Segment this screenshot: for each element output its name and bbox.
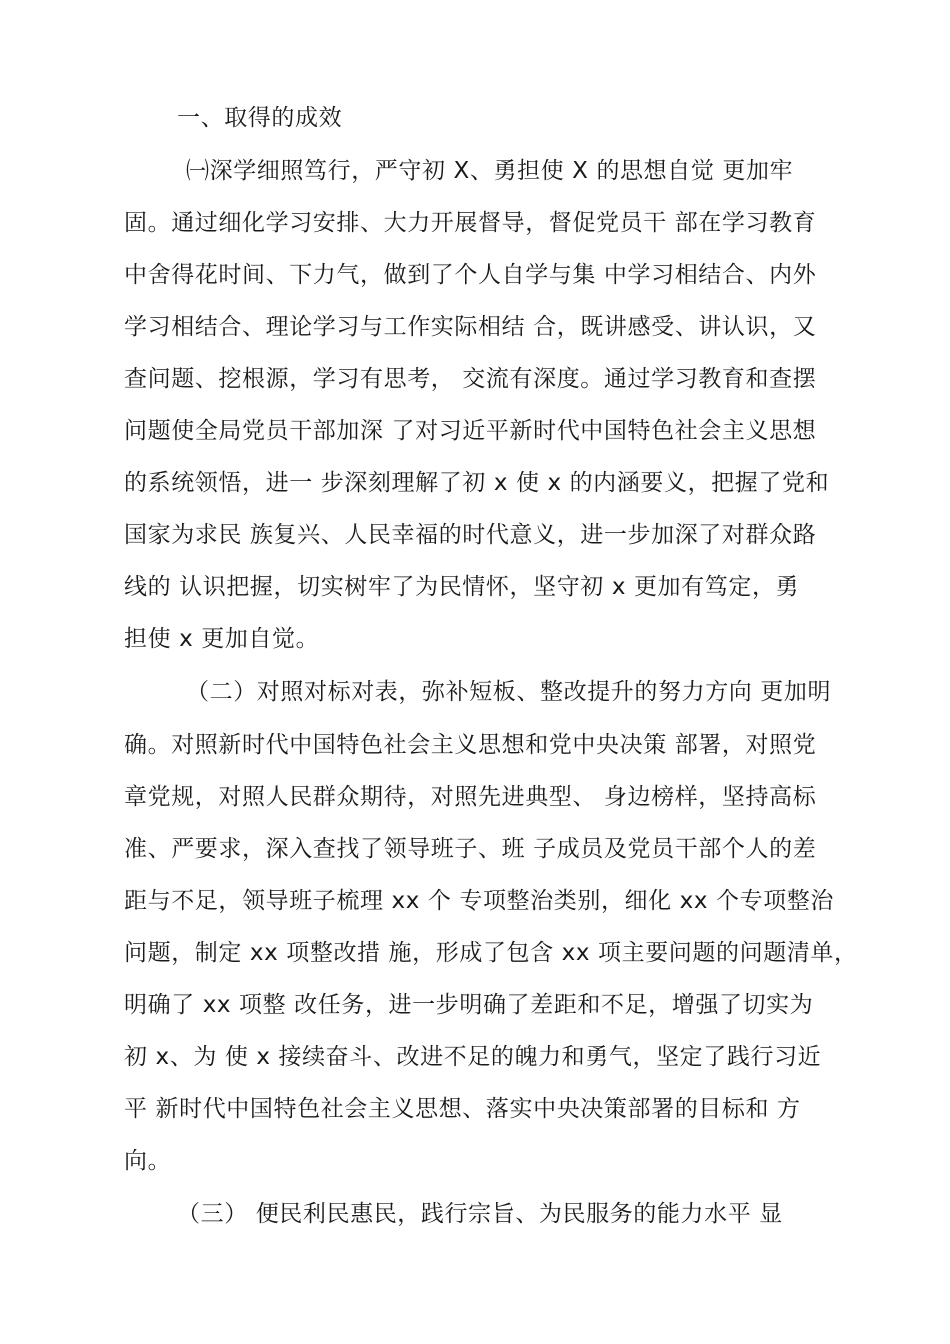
paragraph-2-line-2: 确。对照新时代中国特色社会主义思想和党中央决策 部署，对照党 — [124, 732, 817, 758]
paragraph-1-line-6: 问题使全局党员干部加深 了对习近平新时代中国特色社会主义思想 — [124, 418, 817, 444]
paragraph-2-line-5: 距与不足，领导班子梳理 xx 个 专项整治类别，细化 xx 个专项整治 — [124, 888, 835, 914]
section-heading: 一、取得的成效 — [177, 105, 343, 131]
paragraph-1-line-3: 中舍得花时间、下力气，做到了个人自学与集 中学习相结合、内外 — [124, 262, 817, 288]
paragraph-1-line-9: 线的 认识把握，切实树牢了为民情怀，坚守初 x 更加有笃定，勇 — [124, 574, 800, 600]
paragraph-2-line-6: 问题，制定 xx 项整改措 施，形成了包含 xx 项主要问题的问题清单， — [124, 940, 858, 966]
paragraph-2-line-1: （二）对照对标对表，弥补短板、整改提升的努力方向 更加明 — [186, 679, 832, 705]
paragraph-2-line-4: 准、严要求，深入查找了领导班子、班 子成员及党员干部个人的差 — [124, 836, 817, 862]
paragraph-1-line-10: 担使 x 更加自觉。 — [124, 626, 320, 652]
paragraph-1-line-7: 的系统领悟，进一 步深刻理解了初 x 使 x 的内涵要义，把握了党和 — [124, 470, 830, 496]
paragraph-2-line-7: 明确了 xx 项整 改任务，进一步明确了差距和不足，增强了切实为 — [124, 992, 814, 1018]
paragraph-2-line-10: 向。 — [124, 1148, 172, 1174]
paragraph-1-line-5: 查问题、挖根源，学习有思考， 交流有深度。通过学习教育和查摆 — [124, 366, 817, 392]
paragraph-1-line-1: ㈠深学细照笃行，严守初 X、勇担使 X 的思想自觉 更加牢 — [186, 158, 794, 184]
paragraph-1-line-8: 国家为求民 族复兴、人民幸福的时代意义，进一步加深了对群众路 — [124, 522, 817, 548]
paragraph-2-line-8: 初 x、为 使 x 接续奋斗、改进不足的魄力和勇气，坚定了践行习近 — [124, 1044, 822, 1070]
paragraph-1-line-2: 固。通过细化学习安排、大力开展督导，督促党员干 部在学习教育 — [124, 210, 817, 236]
paragraph-3-line-1: （三） 便民利民惠民，践行宗旨、为民服务的能力水平 显 — [177, 1201, 783, 1227]
paragraph-2-line-3: 章党规，对照人民群众期待，对照先进典型、 身边榜样，坚持高标 — [124, 784, 817, 810]
paragraph-1-line-4: 学习相结合、理论学习与工作实际相结 合，既讲感受、讲认识，又 — [124, 314, 817, 340]
paragraph-2-line-9: 平 新时代中国特色社会主义思想、落实中央决策部署的目标和 方 — [124, 1096, 801, 1122]
